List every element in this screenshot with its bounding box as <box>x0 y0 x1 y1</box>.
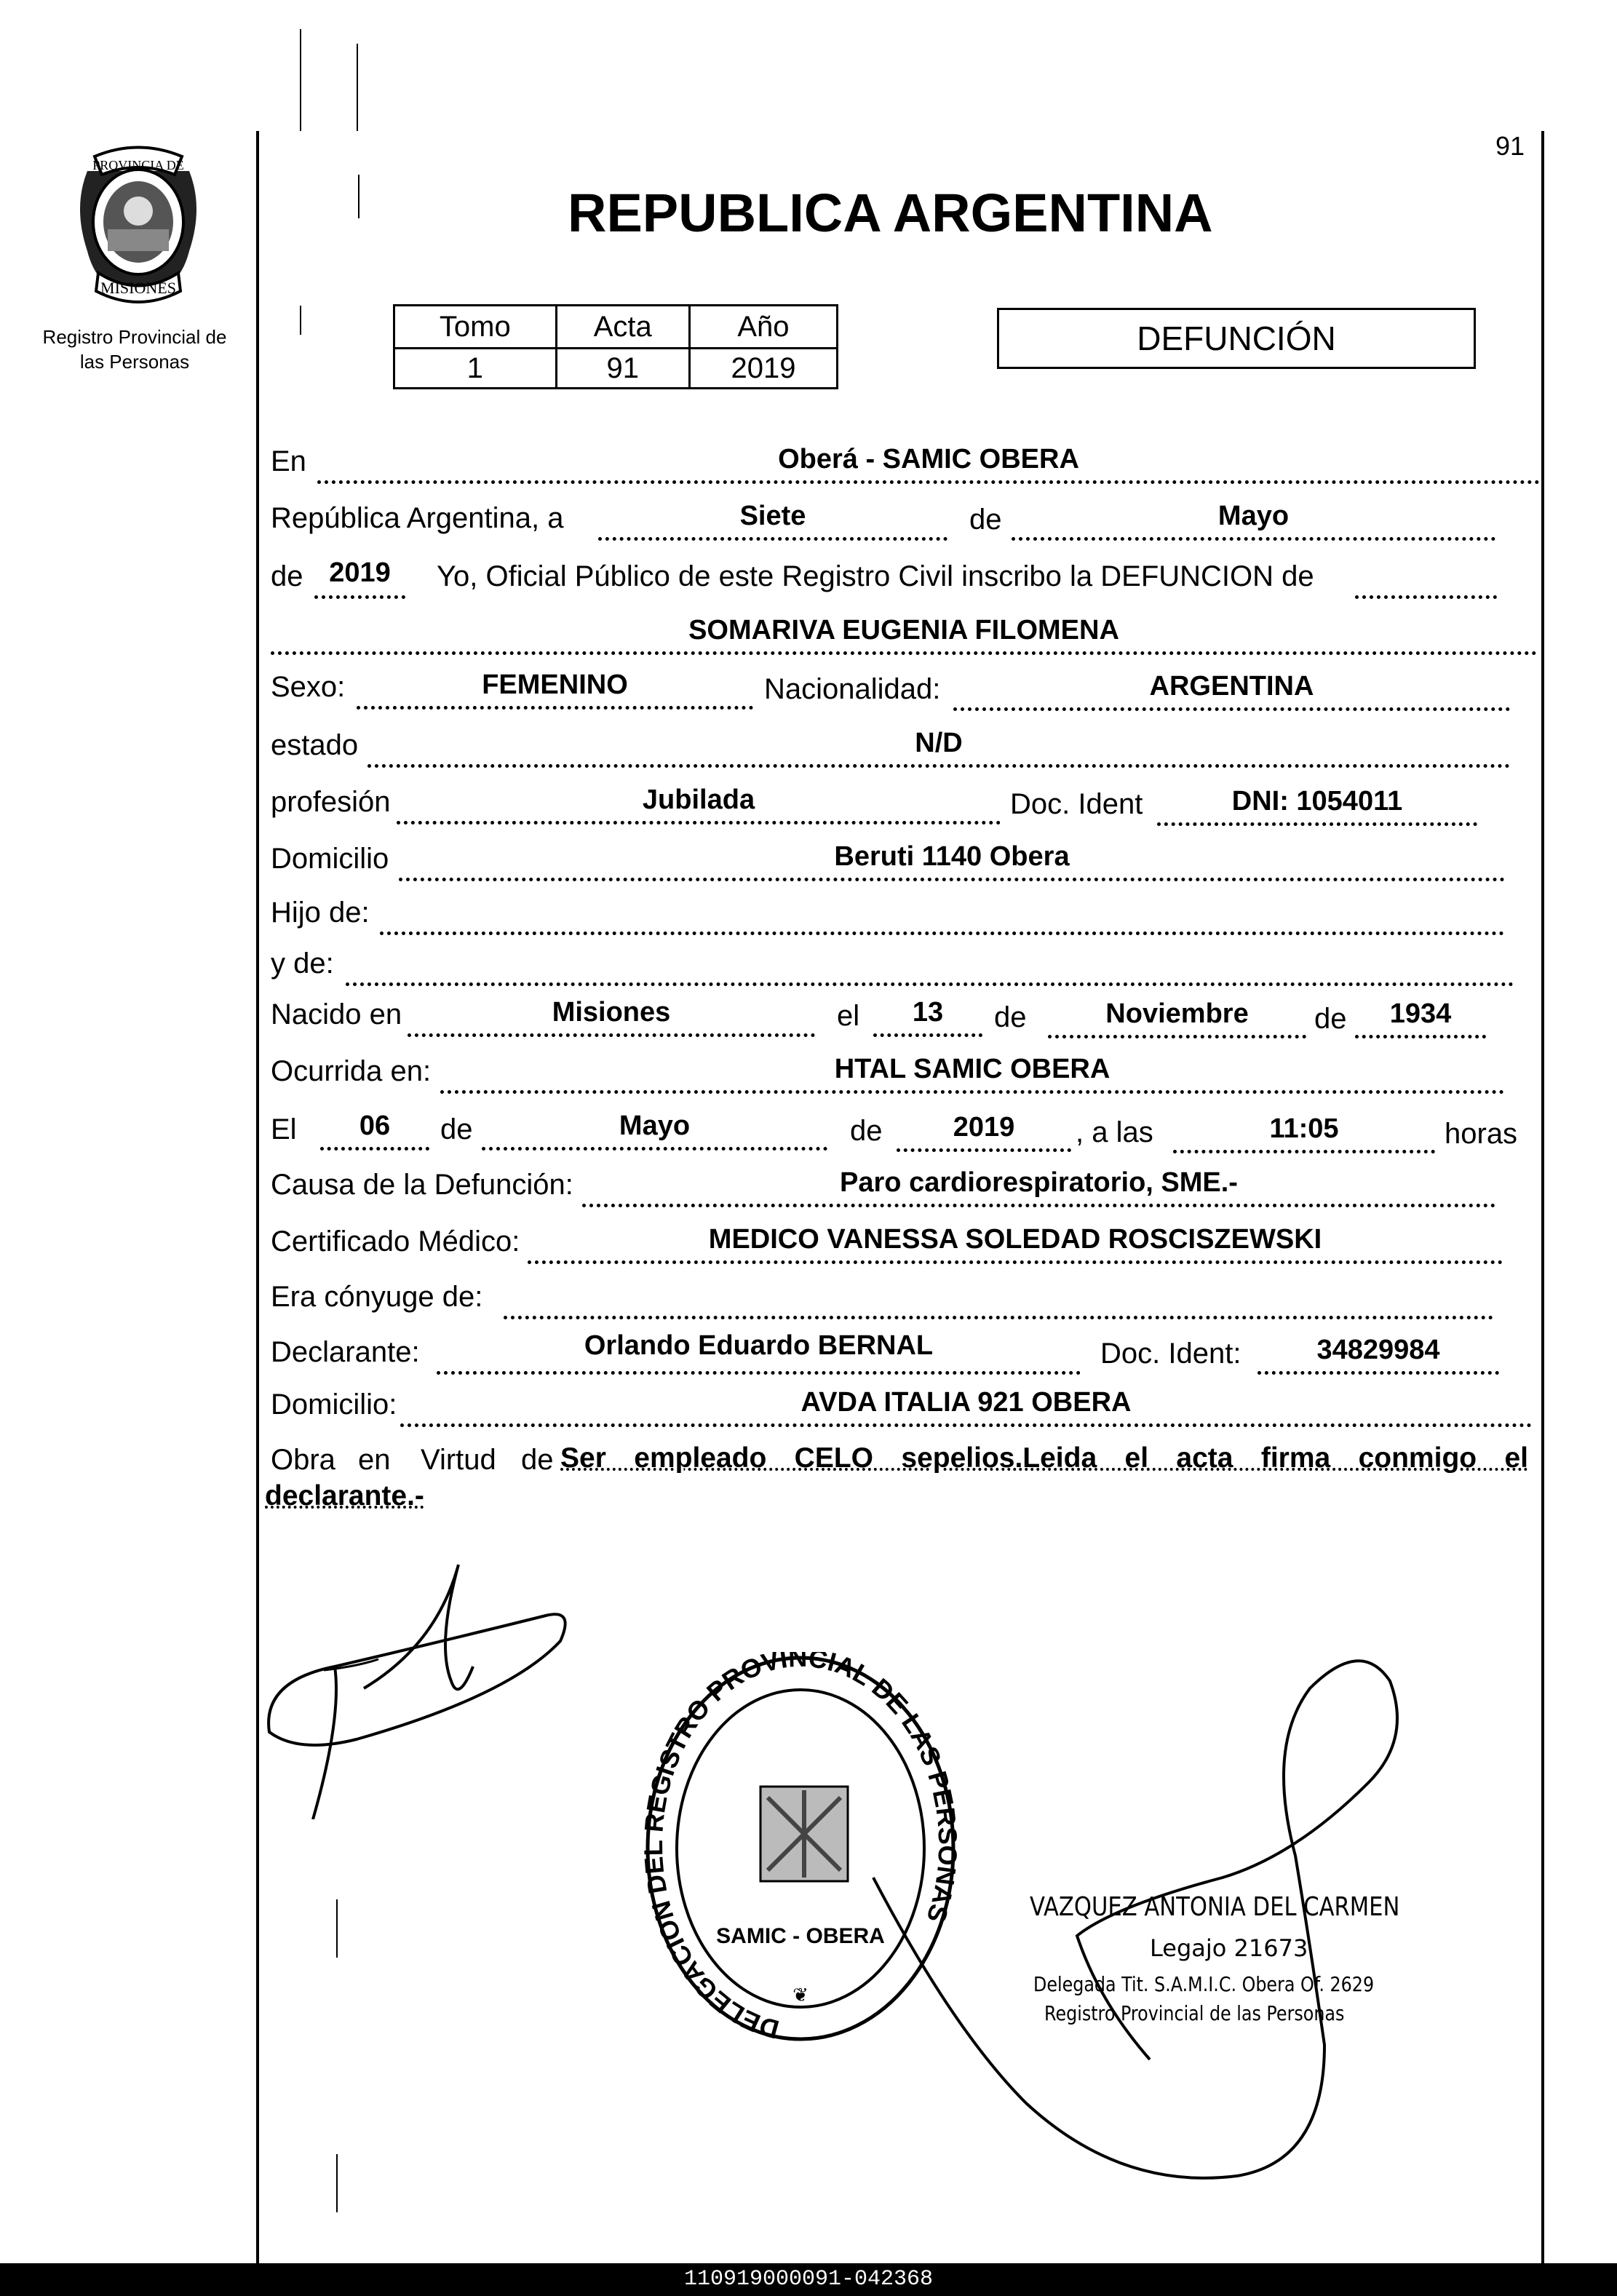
label-yo-oficial: Yo, Oficial Público de este Registro Civil inscribo la DEFUNCION de <box>437 560 1314 592</box>
obra-text-value: Ser empleado CELO sepelios.Leida el acta firma conmigo el <box>560 1442 1528 1474</box>
svg-text:DELEGACION DEL REGISTRO PROVIN: DELEGACION DEL REGISTRO PROVINCIAL DE LAS PERSONAS <box>640 1652 961 2045</box>
field-line <box>400 1423 1532 1427</box>
field-line <box>897 1148 1071 1152</box>
nationality-value: ARGENTINA <box>1149 671 1314 702</box>
label-en: En <box>271 445 306 477</box>
svg-text:MISIONES: MISIONES <box>100 279 176 297</box>
death-month-value: Mayo <box>619 1111 691 1141</box>
record-type-label: DEFUNCIÓN <box>1137 319 1336 357</box>
field-line <box>528 1260 1503 1264</box>
page-number: 91 <box>1495 131 1525 161</box>
label-de: de <box>850 1115 883 1147</box>
field-line <box>437 1371 1081 1375</box>
field-line <box>582 1204 1495 1207</box>
deceased-name-value: SOMARIVA EUGENIA FILOMENA <box>688 615 1119 645</box>
label-declarante: Declarante: <box>271 1336 420 1368</box>
officer-name: VAZQUEZ ANTONIA DEL CARMEN <box>1030 1892 1400 1922</box>
label-certificado: Certificado Médico: <box>271 1226 520 1258</box>
field-line <box>271 651 1537 655</box>
label-estado: estado <box>271 729 359 761</box>
label-ocurrida-en: Ocurrida en: <box>271 1055 432 1087</box>
death-day-value: 06 <box>359 1111 391 1141</box>
scan-mark <box>358 175 359 218</box>
field-line <box>346 982 1514 986</box>
sex-value: FEMENINO <box>482 670 628 700</box>
scan-mark <box>300 306 301 335</box>
label-domicilio: Domicilio <box>271 843 389 875</box>
label-y-de: y de: <box>271 948 334 980</box>
month-text-value: Mayo <box>1217 501 1290 531</box>
label-sexo: Sexo: <box>271 671 346 703</box>
field-line <box>320 1147 429 1151</box>
field-line <box>1258 1371 1499 1375</box>
field-line <box>873 1033 982 1037</box>
label-doc-ident-declarante: Doc. Ident: <box>1100 1338 1241 1370</box>
dni-value: DNI: 1054011 <box>1231 786 1403 817</box>
scan-mark <box>336 2154 338 2212</box>
province-seal <box>65 142 211 309</box>
label-de: de <box>440 1113 473 1145</box>
label-de: de <box>271 560 303 592</box>
svg-text:SAMIC - OBERA: SAMIC - OBERA <box>716 1924 885 1948</box>
acta-value: 91 <box>556 349 689 389</box>
record-table-value-row <box>394 349 838 389</box>
field-line <box>380 931 1504 935</box>
label-obra-de: de <box>521 1444 554 1476</box>
field-line <box>1012 537 1495 541</box>
registry-name-line1: Registro Provincial de <box>42 326 227 348</box>
label-obra-virtud: Virtud <box>421 1444 496 1476</box>
scan-mark <box>357 44 358 131</box>
officer-legajo: Legajo 21673 <box>1150 1934 1308 1962</box>
civil-status-value: N/D <box>915 728 963 758</box>
label-de: de <box>1314 1003 1347 1035</box>
record-table-header: Acta <box>556 306 689 349</box>
address-value: Beruti 1140 Obera <box>834 841 1070 872</box>
document-id-text: 110919000091-042368 <box>683 2267 934 2292</box>
field-line <box>317 480 1540 484</box>
label-el: el <box>837 1000 860 1032</box>
field-line <box>1355 595 1497 599</box>
birth-month-value: Noviembre <box>1105 998 1249 1029</box>
field-line <box>314 595 405 599</box>
officer-delegation: Delegada Tit. S.A.M.I.C. Obera Of. 2629 <box>1033 1972 1375 1996</box>
label-horas: horas <box>1445 1118 1518 1150</box>
field-line <box>1355 1035 1486 1038</box>
label-a-las: , a las <box>1076 1116 1153 1148</box>
label-obra: Obra <box>271 1444 335 1476</box>
year-value: 2019 <box>329 557 391 588</box>
record-table-header: Año <box>689 306 837 349</box>
label-nacido-en: Nacido en <box>271 998 402 1030</box>
svg-text:❦: ❦ <box>792 1984 808 2006</box>
label-de: de <box>994 1001 1027 1033</box>
label-hijo-de: Hijo de: <box>271 897 370 929</box>
scan-mark <box>336 1899 338 1958</box>
death-time-value: 11:05 <box>1269 1113 1339 1144</box>
svg-text:PROVINCIA DE: PROVINCIA DE <box>92 158 184 172</box>
label-profesion: profesión <box>271 786 391 818</box>
birth-place-value: Misiones <box>552 997 671 1028</box>
scan-mark <box>300 29 301 131</box>
field-line <box>1048 1035 1306 1038</box>
death-place-value: HTAL SAMIC OBERA <box>834 1054 1111 1084</box>
declarant-value: Orlando Eduardo BERNAL <box>584 1330 934 1361</box>
birth-day-value: 13 <box>912 997 944 1028</box>
page-title: REPUBLICA ARGENTINA <box>568 183 1213 243</box>
death-year-value: 2019 <box>953 1112 1015 1143</box>
field-line <box>440 1090 1504 1094</box>
cause-value: Paro cardiorespiratorio, SME.- <box>840 1167 1238 1198</box>
document-id-bar <box>0 2263 1617 2296</box>
field-line <box>504 1316 1493 1319</box>
label-conyuge: Era cónyuge de: <box>271 1281 483 1313</box>
seal-emblem-icon <box>65 142 211 309</box>
certificate-value: MEDICO VANESSA SOLEDAD ROSCISZEWSKI <box>708 1224 1322 1255</box>
label-el-cap: El <box>271 1113 297 1145</box>
birth-year-value: 1934 <box>1389 998 1452 1029</box>
label-republica: República Argentina, a <box>271 502 564 534</box>
declarant-address-value: AVDA ITALIA 921 OBERA <box>800 1387 1132 1418</box>
field-line <box>1173 1150 1435 1153</box>
record-type-box <box>997 308 1476 369</box>
field-line <box>1157 822 1477 826</box>
record-table-header: Tomo <box>394 306 557 349</box>
label-doc-ident: Doc. Ident <box>1010 788 1143 820</box>
field-line <box>397 821 1001 825</box>
declarant-doc-value: 34829984 <box>1316 1335 1440 1365</box>
field-line <box>357 706 753 710</box>
profession-value: Jubilada <box>642 784 755 815</box>
label-causa: Causa de la Defunción: <box>271 1169 573 1201</box>
day-text-value: Siete <box>739 501 806 531</box>
anio-value: 2019 <box>689 349 837 389</box>
registry-name-line2: las Personas <box>79 351 190 373</box>
label-de: de <box>969 504 1002 536</box>
right-border-line <box>1541 131 1544 2263</box>
field-line <box>399 878 1505 881</box>
label-nacionalidad: Nacionalidad: <box>764 673 941 705</box>
label-obra-en: en <box>358 1444 391 1476</box>
field-line <box>598 537 947 541</box>
left-border-line <box>256 131 259 2263</box>
record-table <box>393 304 838 389</box>
label-domicilio-declarante: Domicilio: <box>271 1389 397 1421</box>
field-line <box>368 764 1510 768</box>
field-line <box>408 1033 815 1037</box>
place-value: Oberá - SAMIC OBERA <box>778 444 1079 474</box>
record-table-header-row <box>394 306 838 349</box>
obra-text-continuation: declarante.- <box>265 1480 424 1512</box>
officer-registry: Registro Provincial de las Personas <box>1044 2001 1345 2025</box>
declarant-signature <box>255 1557 582 1819</box>
field-line <box>953 707 1510 711</box>
tomo-value: 1 <box>394 349 557 389</box>
field-line <box>482 1147 827 1151</box>
